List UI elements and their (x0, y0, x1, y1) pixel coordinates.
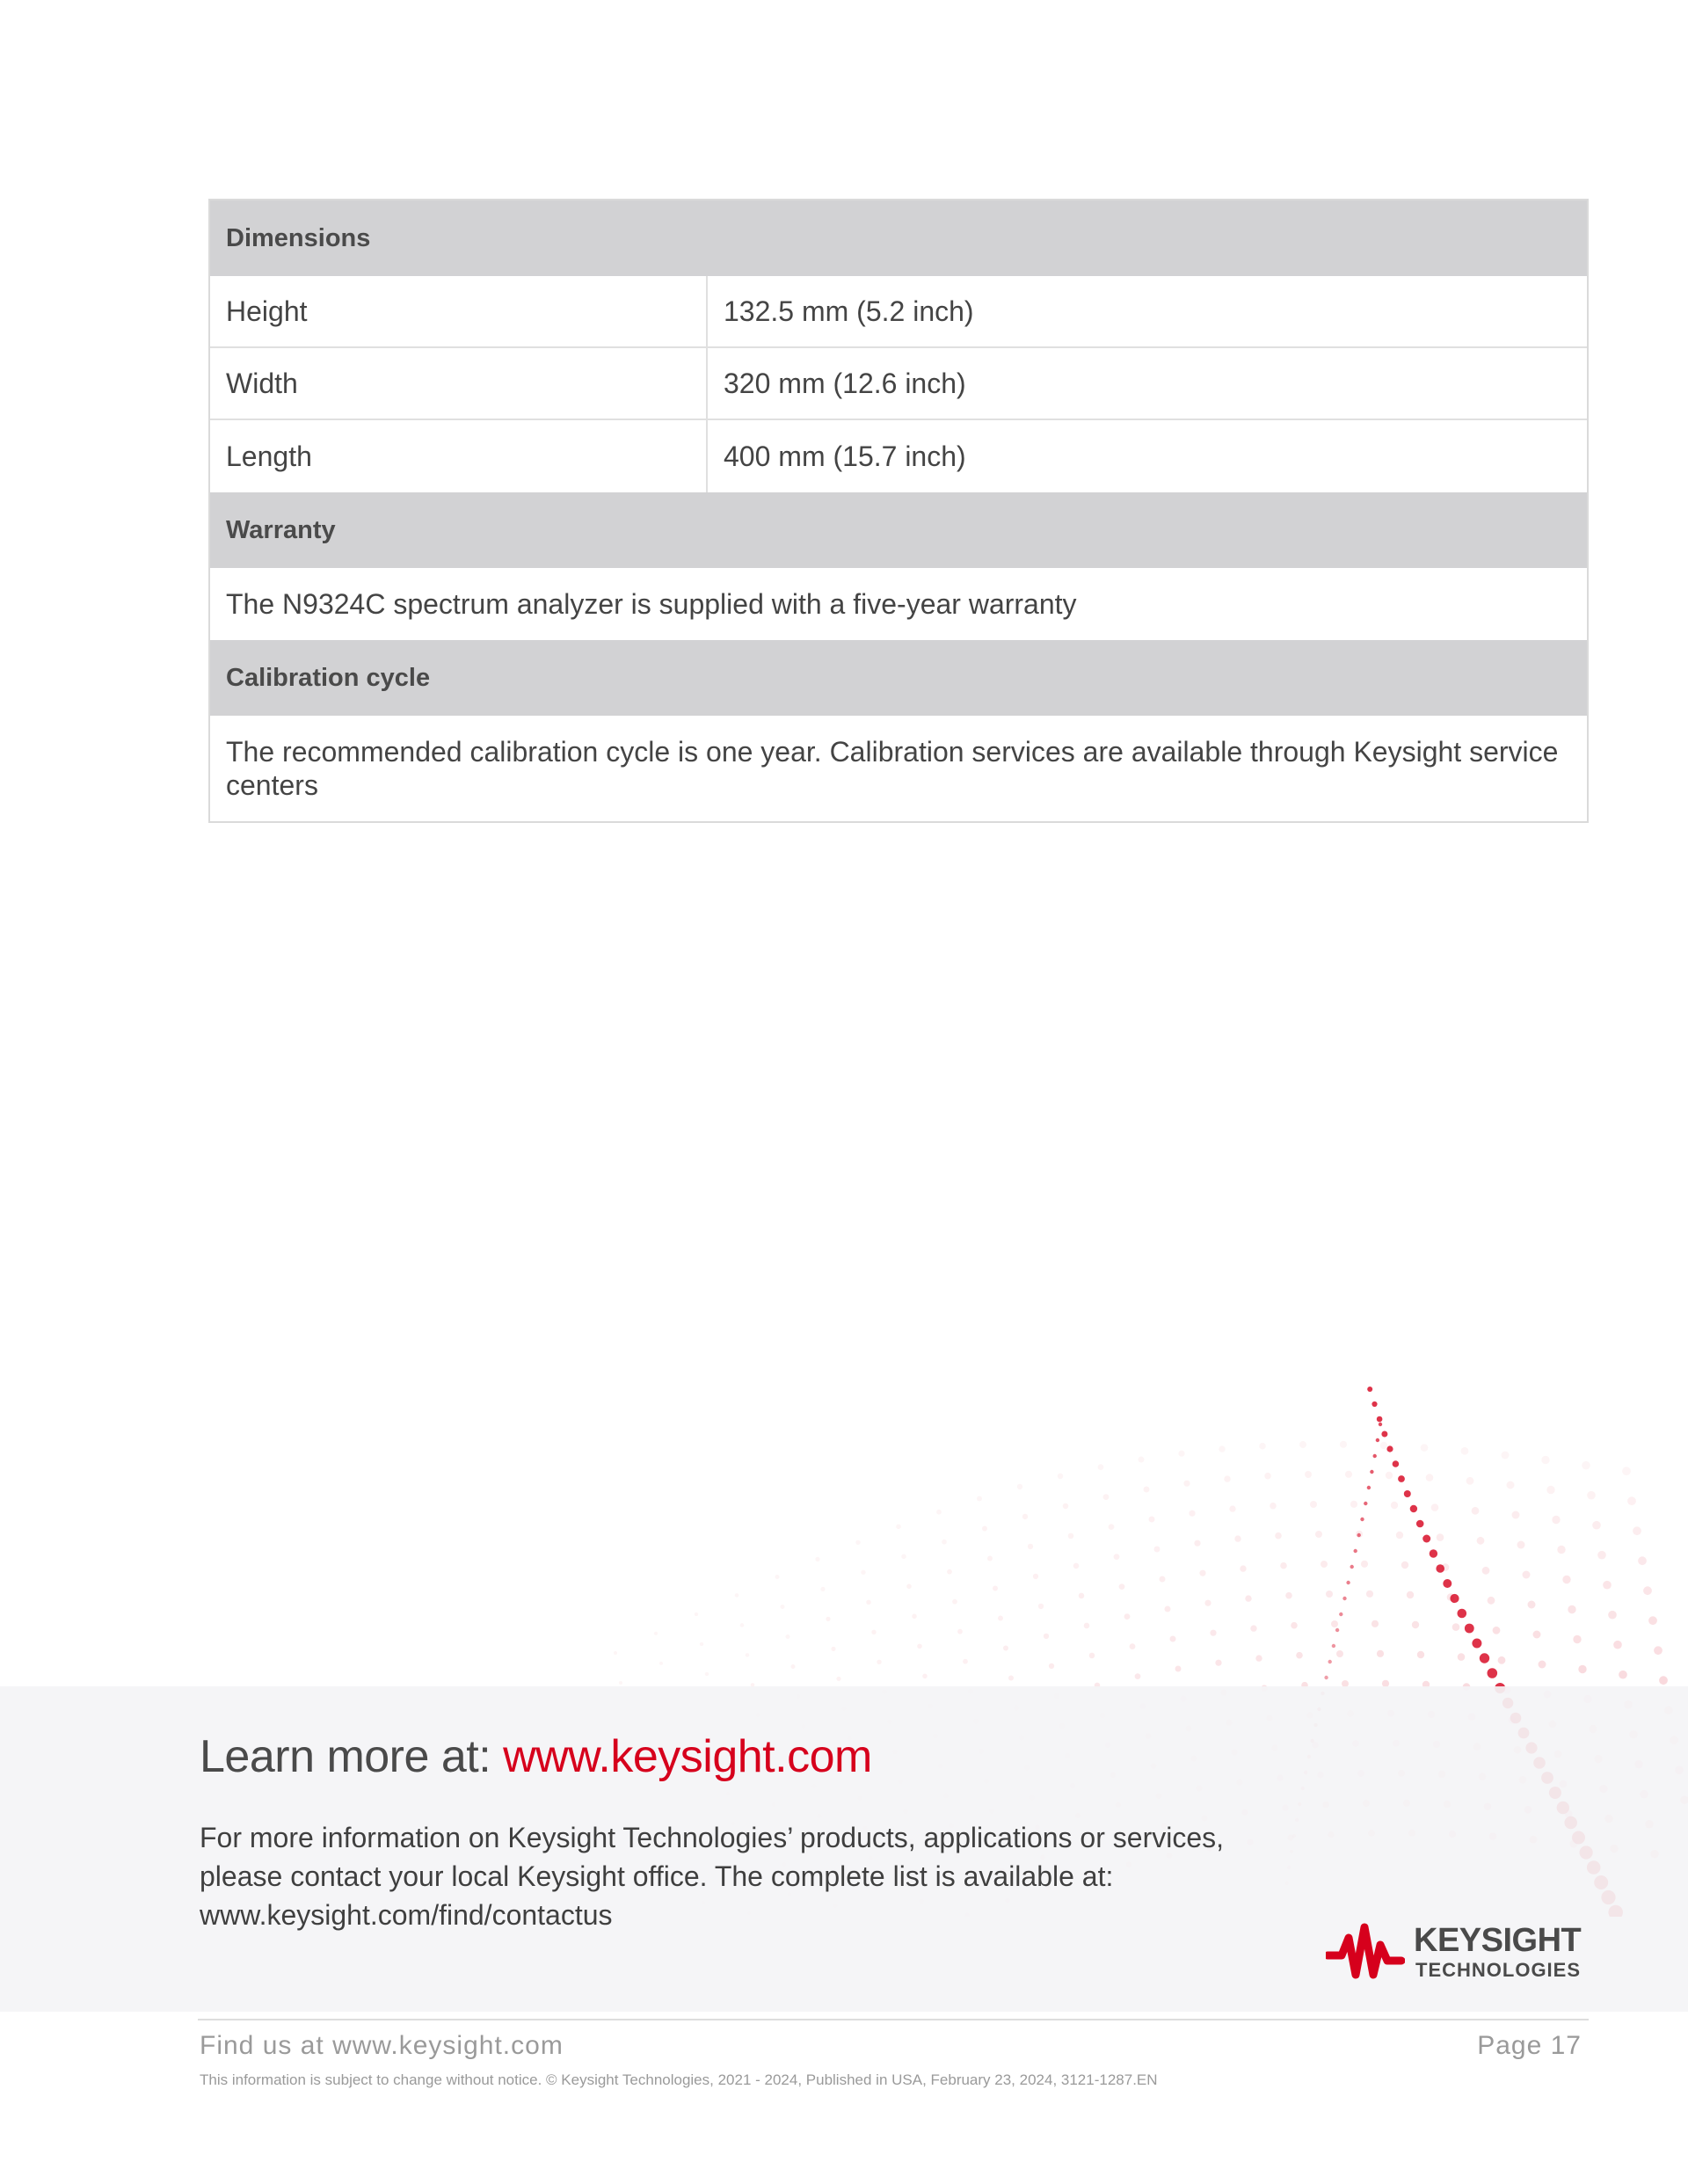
section-header-calibration: Calibration cycle (210, 640, 1587, 716)
footer-divider (198, 2019, 1589, 2020)
learn-more-heading (200, 1730, 872, 1783)
table-row (210, 276, 1587, 348)
contact-text (200, 1818, 1255, 1934)
contact-line: For more information on Keysight Technologies’ products, applications or services, (200, 1822, 1225, 1853)
footer-find-us: Find us at www.keysight.com (200, 2031, 564, 2060)
section-header-dimensions: Dimensions (210, 200, 1587, 276)
learn-more-prefix: Learn more at: (200, 1731, 504, 1782)
table-row (210, 348, 1587, 420)
table-row (210, 420, 1587, 492)
keysight-wave-icon (1326, 1920, 1405, 1984)
keysight-logo (1326, 1920, 1590, 1984)
row-label: Width (210, 348, 708, 419)
row-value: 400 mm (15.7 inch) (724, 440, 966, 472)
row-value: 132.5 mm (5.2 inch) (724, 295, 974, 327)
contact-line: please contact your local Keysight office. The complete list is available at: (200, 1860, 1114, 1892)
logo-name: KEYSIGHT (1414, 1922, 1582, 1959)
section-header-warranty: Warranty (210, 492, 1587, 568)
logo-subtitle: TECHNOLOGIES (1415, 1959, 1582, 1981)
warranty-text: The N9324C spectrum analyzer is supplied with a five-year warranty (226, 588, 1077, 620)
contact-line: www.keysight.com/find/contactus (200, 1899, 613, 1931)
footer-legal: This information is subject to change without notice. © Keysight Technologies, 2021 - 2024, Published in USA, February 23, 2024, 3121-1287.EN (200, 2071, 1158, 2088)
row-label: Length (210, 420, 708, 492)
learn-more-link[interactable]: www.keysight.com (503, 1731, 872, 1782)
row-label: Height (210, 276, 708, 346)
page-number: Page 17 (1477, 2031, 1582, 2060)
calibration-text-line: The recommended calibration cycle is one year. Calibration services are available through Keysight service (226, 736, 1559, 768)
row-value: 320 mm (12.6 inch) (724, 367, 966, 399)
spec-table (208, 199, 1589, 823)
calibration-text (210, 716, 1587, 821)
calibration-text-line: centers (226, 769, 318, 801)
